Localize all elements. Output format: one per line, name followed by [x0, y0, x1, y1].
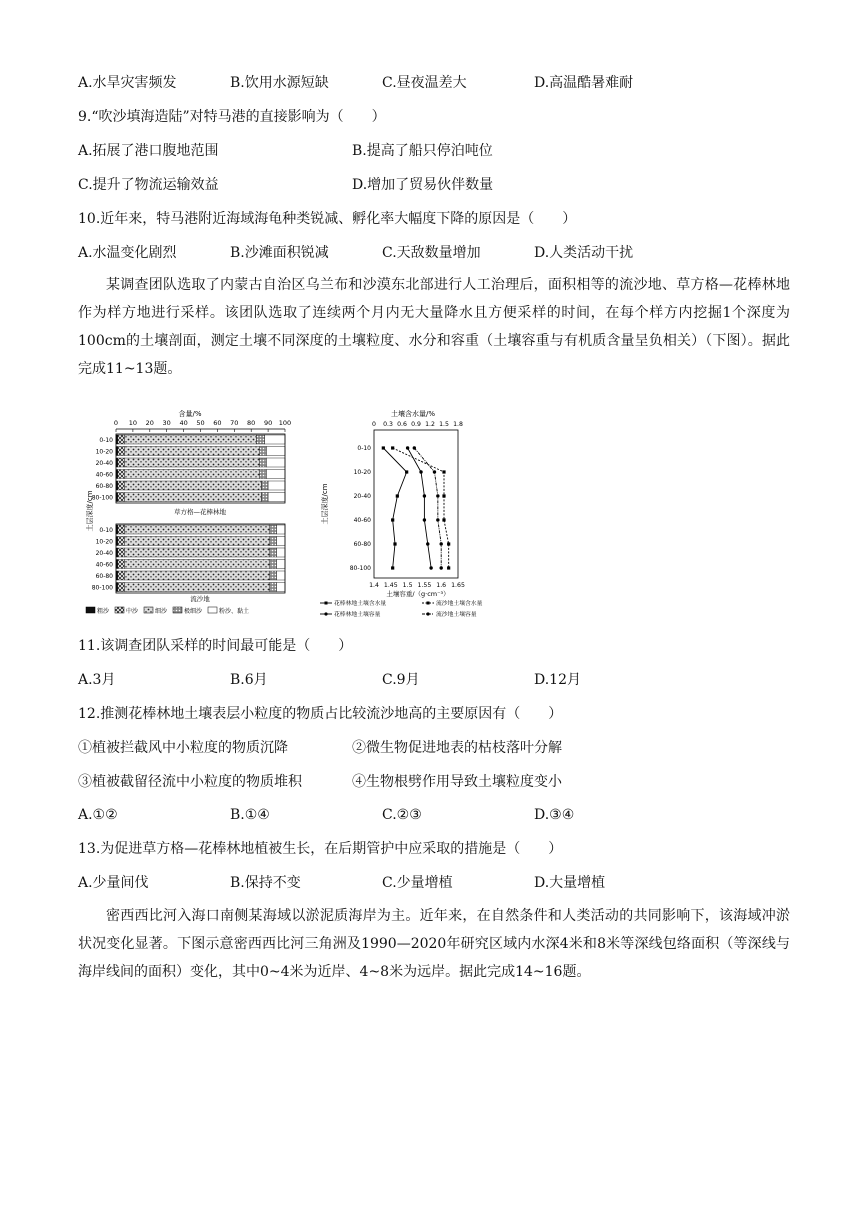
q9-option-d: D.增加了贸易伙伴数量	[352, 177, 494, 193]
legend-marker-liusha-water	[427, 602, 430, 605]
grain-bar-segment-liusha	[118, 537, 125, 546]
right-depth-label: 10-20	[353, 469, 371, 476]
grain-bar-segment-liusha	[270, 525, 277, 534]
series-huabang-density-point	[406, 446, 409, 449]
right-depth-label: 80-100	[349, 565, 371, 572]
q9-option-c: C.提升了物流运输效益	[78, 177, 219, 193]
grain-bar-segment-liusha	[118, 548, 125, 557]
q8-option-d: D.高温酷暑难耐	[534, 75, 634, 91]
left-tick-label: 40	[179, 419, 188, 427]
legend-mid: 中沙	[126, 608, 139, 615]
series-huabang-water-point	[393, 542, 396, 545]
series-huabang-water-point	[391, 518, 394, 521]
left-tick-label: 90	[263, 419, 273, 427]
right-top-tick-label: 1.8	[453, 421, 463, 428]
right-top-tick-label: 1.5	[439, 421, 449, 428]
grain-bar-segment-caofangge	[118, 447, 125, 456]
grain-bar-segment-caofangge	[260, 447, 267, 456]
grain-bar-segment-liusha	[118, 583, 125, 592]
depth-label-liusha: 0-10	[99, 527, 113, 534]
panel-label-liusha: 流沙地	[190, 595, 210, 603]
q12-option-d: D.③④	[534, 807, 575, 823]
series-huabang-water-line	[383, 448, 406, 568]
left-tick-label: 80	[247, 419, 256, 427]
right-depth-label: 0-10	[357, 445, 371, 452]
q12-stem: 12.推测花棒林地土壤表层小粒度的物质占比较流沙地高的主要原因有（ ）	[78, 706, 563, 722]
depth-label-liusha: 20-40	[95, 550, 113, 557]
q12-option-c: C.②③	[382, 807, 422, 823]
q13-option-c: C.少量增植	[382, 875, 453, 891]
grain-size-figure	[82, 408, 296, 622]
right-depth-label: 20-40	[353, 493, 371, 500]
left-tick-label: 50	[196, 419, 205, 427]
grain-bar-segment-caofangge	[266, 470, 285, 479]
grain-bar-segment-liusha	[124, 525, 269, 534]
q11-option-d: D.12月	[534, 672, 581, 688]
right-bottom-tick-label: 1.45	[383, 582, 398, 589]
grain-bar-segment-liusha	[277, 560, 285, 569]
grain-bar-segment-caofangge	[261, 493, 268, 502]
grain-bar-segment-liusha	[270, 583, 277, 592]
legend-marker-huabang-water	[325, 602, 328, 605]
legend-swatch-vfine	[173, 607, 182, 613]
grain-bar-segment-caofangge	[124, 481, 261, 490]
grain-bar-segment-caofangge	[118, 458, 125, 467]
legend-marker-huabang-density	[324, 612, 327, 615]
grain-bar-segment-liusha	[277, 583, 285, 592]
q8-option-b: B.饮用水源短缺	[230, 75, 329, 91]
q13-option-d: D.大量增植	[534, 875, 606, 891]
grain-bar-segment-liusha	[124, 548, 269, 557]
depth-label-caofangge: 20-40	[95, 460, 113, 467]
legend-coarse: 粗沙	[97, 608, 110, 615]
right-plot-frame	[374, 430, 458, 578]
legend-swatch-fine	[144, 607, 153, 613]
q13-option-a: A.少量间伐	[78, 875, 149, 891]
q10-stem: 10.近年来，特马港附近海域海龟种类锐减、孵化率大幅度下降的原因是（ ）	[78, 211, 577, 227]
water-density-figure	[318, 408, 518, 622]
series-liusha-water-point	[442, 518, 445, 521]
legend-silt: 粉沙、黏土	[219, 608, 250, 615]
right-depth-label: 60-80	[353, 541, 371, 548]
right-depth-label: 40-60	[353, 517, 371, 524]
left-tick-label: 100	[278, 419, 292, 427]
q13-stem: 13.为促进草方格—花棒林地植被生长，在后期管护中应采取的措施是（ ）	[78, 841, 563, 857]
grain-bar-segment-caofangge	[124, 458, 259, 467]
q12-item-3: ③植被截留径流中小粒度的物质堆积	[78, 774, 302, 790]
depth-label-caofangge: 10-20	[95, 448, 113, 456]
series-liusha-water-point	[442, 470, 445, 473]
grain-bar-segment-liusha	[124, 583, 269, 592]
legend-swatch-coarse	[86, 607, 95, 613]
q10-option-d: D.人类活动干扰	[534, 245, 634, 261]
left-tick-label: 30	[162, 419, 171, 427]
right-y-title: 土层深度/cm	[321, 483, 329, 525]
grain-bar-segment-caofangge	[266, 458, 285, 467]
right-top-tick-label: 0.3	[383, 421, 393, 428]
legend-swatch-mid	[115, 607, 124, 613]
panel-label-caofangge: 草方格—花棒林地	[174, 508, 226, 516]
depth-label-caofangge: 80-100	[91, 494, 113, 502]
depth-label-liusha: 80-100	[91, 584, 113, 592]
series-liusha-density-point	[440, 542, 443, 545]
q10-option-b: B.沙滩面积锐减	[230, 245, 329, 261]
legend-huabang-density: 花棒林地土壤容量	[334, 612, 381, 618]
legend-fine: 细沙	[155, 608, 168, 615]
legend-huabang-water: 花棒林地土壤含水量	[334, 601, 387, 607]
q8-option-c: C.昼夜温差大	[382, 75, 467, 91]
left-tick-label: 0	[113, 419, 119, 427]
depth-label-caofangge: 40-60	[95, 471, 113, 479]
grain-bar-segment-caofangge	[266, 447, 285, 456]
series-huabang-water-point	[382, 446, 385, 449]
grain-bar-segment-liusha	[118, 571, 125, 580]
series-huabang-water-point	[391, 566, 394, 569]
q11-option-c: C.9月	[382, 672, 420, 688]
series-huabang-density-point	[429, 566, 432, 569]
right-top-tick-label: 1.2	[425, 421, 435, 428]
right-top-title: 土壤含水量/%	[390, 410, 436, 418]
series-huabang-water-point	[396, 494, 399, 497]
right-bottom-tick-label: 1.55	[417, 582, 432, 589]
grain-bar-segment-caofangge	[118, 493, 125, 502]
series-huabang-density-point	[423, 494, 426, 497]
series-huabang-density-point	[426, 542, 429, 545]
right-top-tick-label: 0.9	[411, 421, 421, 428]
q13-option-b: B.保持不变	[230, 875, 301, 891]
q12-item-4: ④生物根劈作用导致土壤粒度变小	[352, 774, 562, 790]
series-huabang-water-point	[405, 470, 408, 473]
depth-label-liusha: 60-80	[95, 573, 113, 580]
grain-bar-segment-caofangge	[124, 470, 259, 479]
grain-bar-segment-caofangge	[124, 435, 256, 444]
grain-bar-segment-liusha	[270, 548, 277, 557]
grain-bar-segment-liusha	[118, 525, 125, 534]
grain-bar-segment-liusha	[277, 525, 285, 534]
q11-stem: 11.该调查团队采样的时间最可能是（ ）	[78, 638, 353, 654]
depth-label-caofangge: 60-80	[95, 483, 113, 490]
series-huabang-density-line	[408, 448, 432, 568]
grain-bar-segment-liusha	[270, 560, 277, 569]
series-liusha-density-point	[436, 518, 439, 521]
q12-item-2: ②微生物促进地表的枯枝落叶分解	[352, 740, 562, 756]
right-top-tick-label: 0.6	[397, 421, 407, 428]
grain-bar-segment-liusha	[124, 571, 269, 580]
grain-bar-segment-liusha	[118, 560, 125, 569]
left-top-title: 含量/%	[178, 410, 202, 418]
grain-bar-segment-liusha	[277, 571, 285, 580]
series-liusha-water-point	[442, 494, 445, 497]
series-liusha-density-point	[440, 566, 443, 569]
q11-option-b: B.6月	[230, 672, 268, 688]
q12-option-a: A.①②	[78, 807, 118, 823]
grain-bar-segment-caofangge	[268, 481, 285, 490]
q9-stem: 9.“吹沙填海造陆”对特马港的直接影响为（ ）	[78, 109, 386, 125]
q8-option-a: A.水旱灾害频发	[78, 75, 177, 91]
grain-bar-segment-liusha	[124, 560, 269, 569]
depth-label-liusha: 10-20	[95, 538, 113, 546]
legend-liusha-density: 流沙地土壤容量	[436, 612, 477, 618]
passage-11-13: 某调查团队选取了内蒙古自治区乌兰布和沙漠东北部进行人工治理后，面积相等的流沙地、草方格—花棒林地作为样方地进行采样。该团队选取了连续两个月内无大量降水且方便采样的时间，在每个样方内挖掘1个深度为100cm的土壤剖面，测定土壤不同深度的土壤粒度、水分和容重（土壤容重与有机质含量呈负相关）（下图）。据此完成11~13题。	[78, 277, 790, 377]
legend-swatch-silt	[208, 607, 217, 613]
grain-bar-segment-caofangge	[124, 447, 259, 456]
left-tick-label: 20	[145, 419, 154, 427]
grain-bar-segment-caofangge	[124, 493, 261, 502]
legend-liusha-water: 流沙地土壤含水量	[436, 601, 483, 607]
grain-bar-segment-caofangge	[261, 481, 268, 490]
series-huabang-density-point	[423, 518, 426, 521]
grain-bar-segment-caofangge	[256, 435, 264, 444]
grain-bar-segment-caofangge	[118, 481, 125, 490]
grain-bar-segment-liusha	[124, 537, 269, 546]
grain-bar-segment-caofangge	[260, 458, 267, 467]
series-liusha-density-line	[414, 448, 441, 568]
right-top-tick-label: 0	[372, 421, 376, 428]
series-liusha-density-point	[433, 470, 436, 473]
right-bottom-tick-label: 1.5	[402, 582, 413, 589]
left-tick-label: 60	[213, 419, 222, 427]
series-liusha-density-point	[413, 446, 416, 449]
right-bottom-tick-label: 1.6	[436, 582, 447, 589]
left-tick-label: 10	[128, 419, 138, 427]
grain-bar-segment-caofangge	[260, 470, 267, 479]
series-liusha-water-point	[391, 446, 394, 449]
grain-bar-segment-liusha	[270, 537, 277, 546]
right-bottom-tick-label: 1.65	[451, 582, 465, 589]
passage-14-16: 密西西比河入海口南侧某海域以淤泥质海岸为主。近年来，在自然条件和人类活动的共同影响下，该海域冲淤状况变化显著。下图示意密西西比河三角洲及1990—2020年研究区域内水深4米和8米等深线包络面积（等深线与海岸线间的面积）变化，其中0~4米为近岸、4~8米为远岸。据此完成14~16题。	[78, 908, 790, 980]
series-liusha-density-point	[436, 494, 439, 497]
q11-option-a: A.3月	[78, 672, 116, 688]
grain-bar-segment-liusha	[277, 537, 285, 546]
series-liusha-water-point	[447, 542, 450, 545]
depth-label-liusha: 40-60	[95, 561, 113, 569]
legend-vfine: 极细沙	[184, 608, 203, 615]
legend-marker-liusha-density	[426, 612, 429, 615]
right-bottom-title: 土壤容重/（g·cm⁻³）	[386, 590, 450, 598]
q9-option-a: A.拓展了港口腹地范围	[78, 143, 219, 159]
grain-bar-segment-caofangge	[268, 493, 285, 502]
q10-option-a: A.水温变化剧烈	[78, 245, 177, 261]
series-liusha-water-point	[447, 566, 450, 569]
grain-bar-segment-caofangge	[118, 435, 125, 444]
left-tick-label: 70	[230, 419, 239, 427]
q12-option-b: B.①④	[230, 807, 270, 823]
depth-label-caofangge: 0-10	[99, 437, 113, 444]
grain-bar-segment-caofangge	[118, 470, 125, 479]
grain-bar-segment-caofangge	[265, 435, 285, 444]
series-huabang-density-point	[419, 470, 422, 473]
right-bottom-tick-label: 1.4	[369, 582, 379, 589]
q9-option-b: B.提高了船只停泊吨位	[352, 143, 493, 159]
q12-item-1: ①植被拦截风中小粒度的物质沉降	[78, 740, 288, 756]
left-y-title: 土层深度/cm	[86, 490, 94, 532]
grain-bar-segment-liusha	[270, 571, 277, 580]
grain-bar-segment-liusha	[277, 548, 285, 557]
q10-option-c: C.天敌数量增加	[382, 245, 481, 261]
